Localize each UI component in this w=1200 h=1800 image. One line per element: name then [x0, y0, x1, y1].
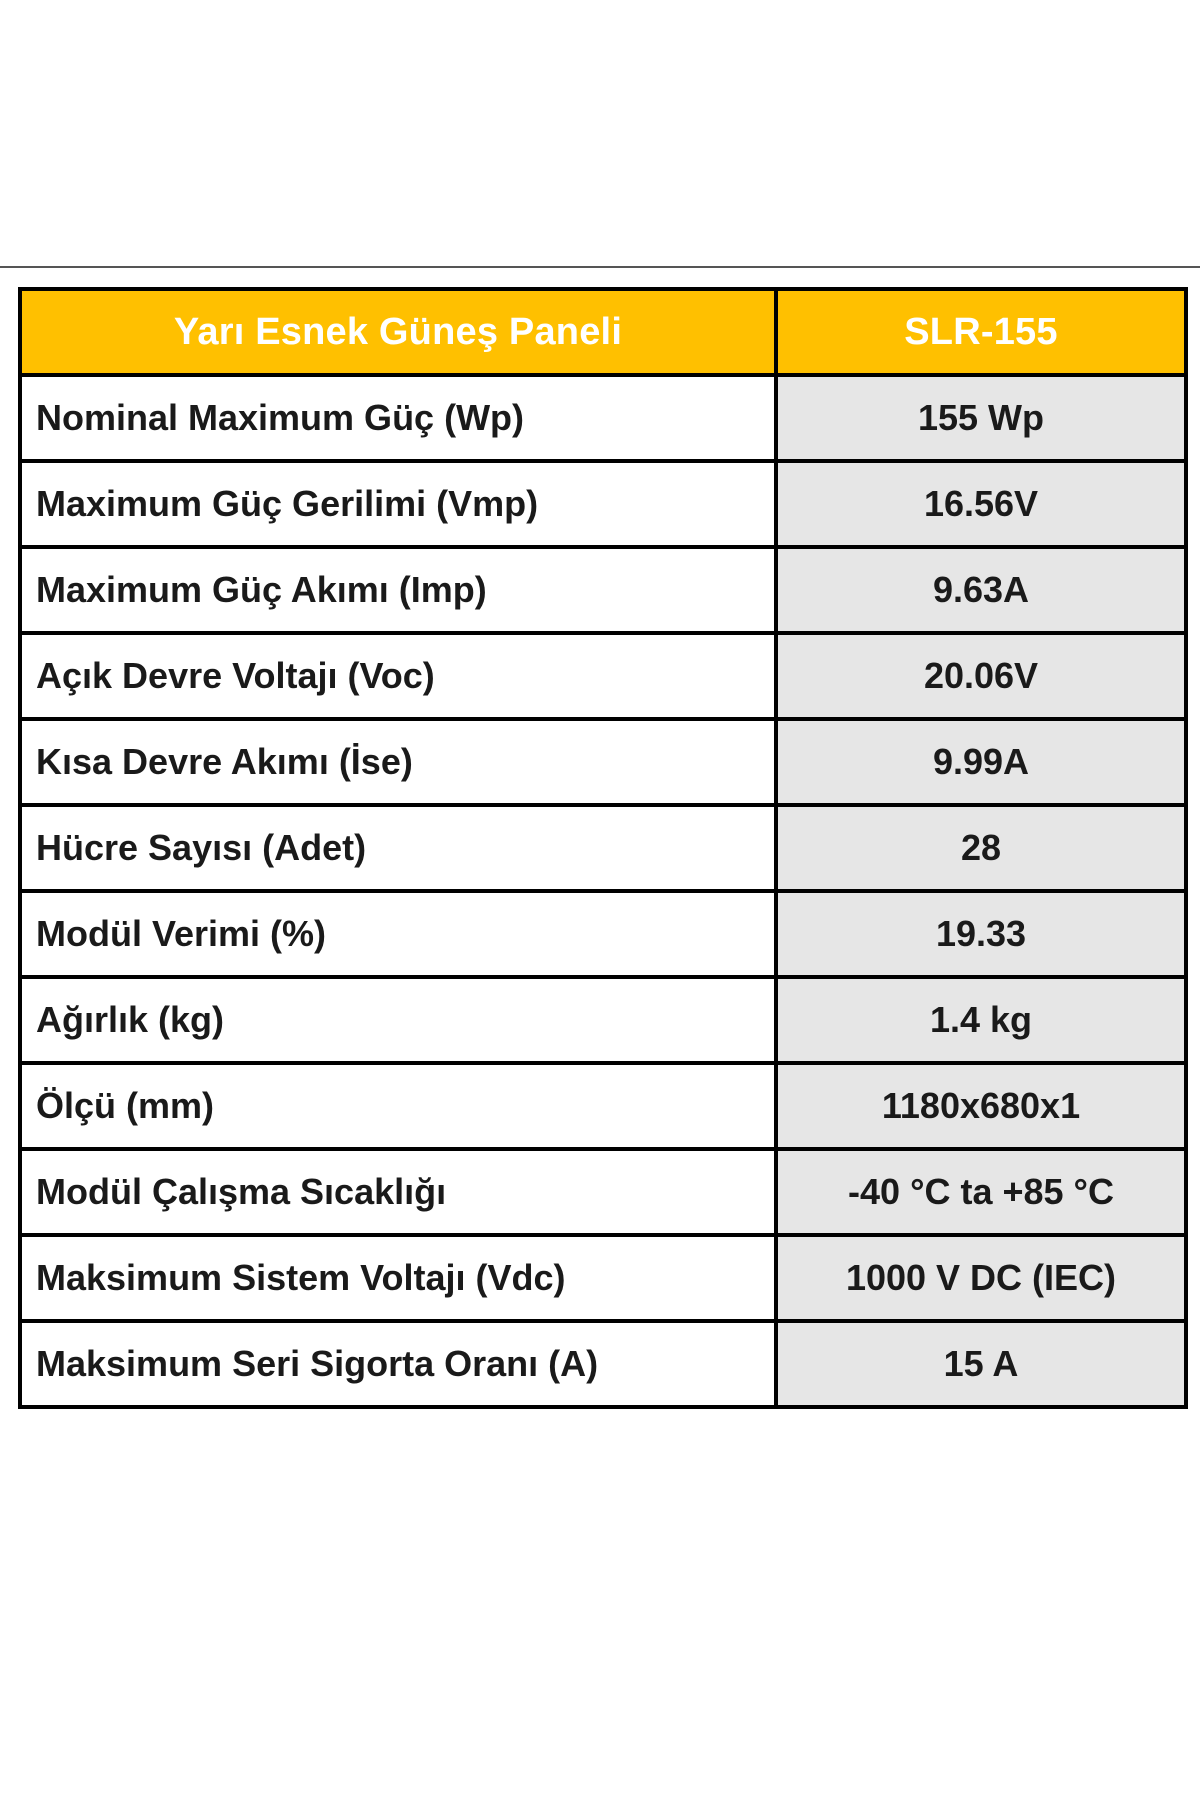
row-label: Maximum Güç Akımı (Imp) — [20, 547, 776, 633]
row-label: Açık Devre Voltajı (Voc) — [20, 633, 776, 719]
table-row — [20, 461, 1186, 547]
row-value: 155 Wp — [776, 375, 1186, 461]
row-value: 15 A — [776, 1321, 1186, 1407]
row-value: 1180x680x1 — [776, 1063, 1186, 1149]
table-row — [20, 375, 1186, 461]
row-label: Maksimum Sistem Voltajı (Vdc) — [20, 1235, 776, 1321]
header-model: SLR-155 — [776, 289, 1186, 375]
spec-table — [18, 287, 1188, 1409]
row-value: 9.99A — [776, 719, 1186, 805]
table-row — [20, 891, 1186, 977]
table-row — [20, 1235, 1186, 1321]
table-row — [20, 633, 1186, 719]
table-row — [20, 977, 1186, 1063]
table-row — [20, 547, 1186, 633]
table-header-row — [20, 289, 1186, 375]
row-label: Ağırlık (kg) — [20, 977, 776, 1063]
row-value: -40 °C ta +85 °C — [776, 1149, 1186, 1235]
table-row — [20, 1063, 1186, 1149]
row-value: 9.63A — [776, 547, 1186, 633]
row-value: 20.06V — [776, 633, 1186, 719]
row-label: Modül Verimi (%) — [20, 891, 776, 977]
header-product-label: Yarı Esnek Güneş Paneli — [20, 289, 776, 375]
row-label: Modül Çalışma Sıcaklığı — [20, 1149, 776, 1235]
table-row — [20, 805, 1186, 891]
top-divider-line — [0, 266, 1200, 268]
row-value: 1000 V DC (IEC) — [776, 1235, 1186, 1321]
row-label: Ölçü (mm) — [20, 1063, 776, 1149]
table-row — [20, 719, 1186, 805]
row-value: 19.33 — [776, 891, 1186, 977]
row-label: Nominal Maximum Güç (Wp) — [20, 375, 776, 461]
row-label: Maximum Güç Gerilimi (Vmp) — [20, 461, 776, 547]
row-label: Maksimum Seri Sigorta Oranı (A) — [20, 1321, 776, 1407]
row-value: 1.4 kg — [776, 977, 1186, 1063]
row-value: 16.56V — [776, 461, 1186, 547]
row-value: 28 — [776, 805, 1186, 891]
row-label: Kısa Devre Akımı (İse) — [20, 719, 776, 805]
table-row — [20, 1149, 1186, 1235]
table-row — [20, 1321, 1186, 1407]
row-label: Hücre Sayısı (Adet) — [20, 805, 776, 891]
